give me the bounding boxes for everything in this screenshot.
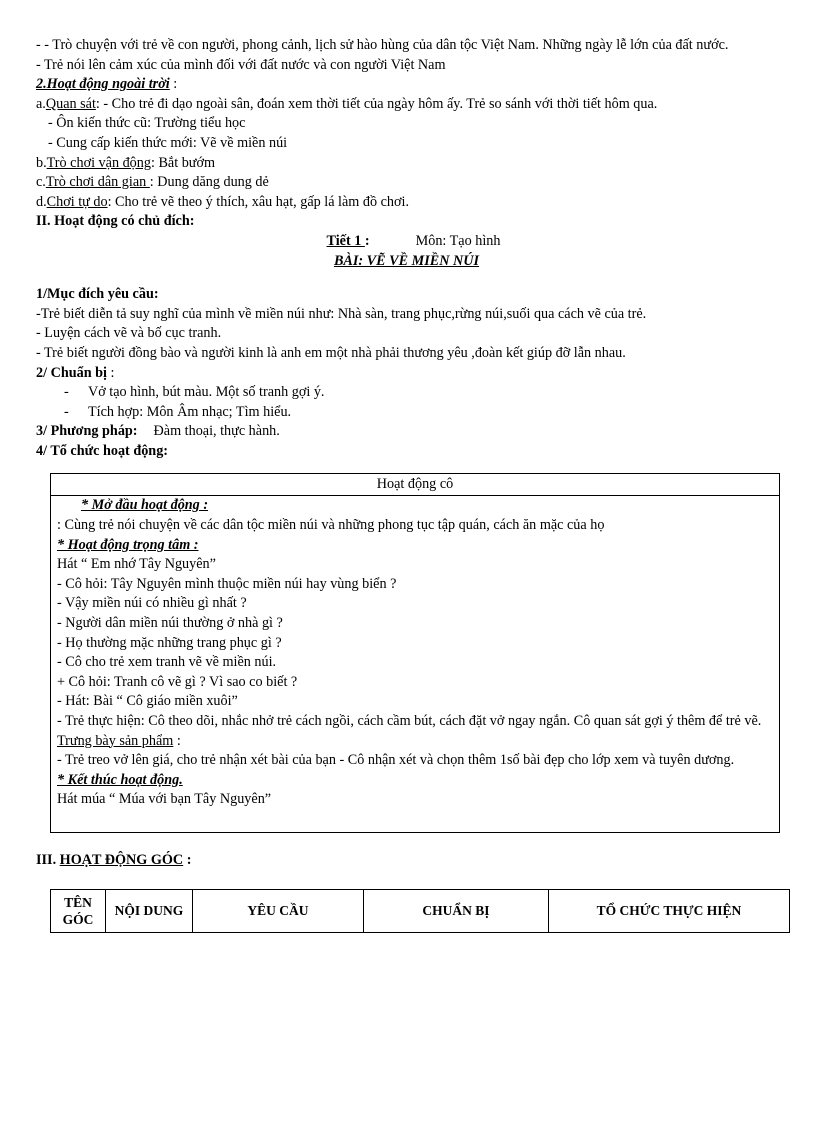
section3-suffix: : bbox=[183, 851, 192, 868]
activity-display-text: - Trẻ treo vở lên giá, cho trẻ nhận xét bài của bạn - Cô nhận xét và chọn thêm 1số bài đẹp cho lớp xem và tuyên dương. bbox=[57, 752, 735, 769]
outdoor-game-folk bbox=[36, 173, 791, 193]
activity-line: + Cô hỏi: Tranh cô vẽ gì ? Vì sao co biết ? bbox=[57, 673, 298, 690]
activity-line: - Cô cho trẻ xem tranh vẽ về miền núi. bbox=[57, 654, 277, 671]
activity-display-heading-text: Trưng bày sản phẩm bbox=[57, 732, 174, 749]
section3-prefix: III. bbox=[36, 851, 60, 868]
lesson-label: Tiết 1 bbox=[326, 232, 365, 249]
goal-1: -Trẻ biết diễn tả suy nghĩ của mình về miền núi như: Nhà sàn, trang phục,rừng núi,suối qua cách vẽ của trẻ. bbox=[36, 305, 647, 322]
method-text: Đàm thoại, thực hành. bbox=[153, 423, 280, 440]
goal-2: - Luyện cách vẽ và bố cục tranh. bbox=[36, 325, 222, 342]
activity-open-text: : Cùng trẻ nói chuyện về các dân tộc miền núi và những phong tục tập quán, cách ăn mặc của họ bbox=[57, 517, 605, 534]
outdoor-b-prefix: b. bbox=[36, 154, 47, 171]
outdoor-b-label: Trò chơi vận động bbox=[46, 154, 151, 171]
activity-display-suffix: : bbox=[173, 732, 181, 749]
activity-table-header: Hoạt động cô bbox=[51, 474, 779, 496]
activity-end-heading: * Kết thúc hoạt động. bbox=[57, 771, 183, 788]
outdoor-c-prefix: c. bbox=[36, 174, 46, 191]
outdoor-heading bbox=[36, 75, 791, 95]
outdoor-c-text: : Dung dăng dung dẻ bbox=[149, 174, 269, 191]
activity-table-body bbox=[51, 496, 779, 832]
outdoor-b-text: : Bắt bướm bbox=[150, 154, 216, 171]
outdoor-a-label: Quan sát bbox=[45, 95, 96, 112]
outdoor-heading-text: 2.Hoạt động ngoài trời bbox=[36, 76, 170, 93]
prep-heading-text: 2/ Chuẩn bị bbox=[36, 364, 107, 381]
activity-line: - Vậy miền núi có nhiều gì nhất ? bbox=[57, 595, 247, 612]
section3-heading bbox=[36, 851, 791, 871]
organize-heading: 4/ Tổ chức hoạt động: bbox=[36, 442, 169, 459]
col-organization: TỔ CHỨC THỰC HIỆN bbox=[549, 889, 790, 932]
outdoor-d-prefix: d. bbox=[36, 193, 47, 210]
lesson-colon: : bbox=[364, 232, 370, 249]
outdoor-observe bbox=[36, 95, 791, 115]
section3-heading-text: HOẠT ĐỘNG GÓC bbox=[59, 851, 184, 868]
activity-line: - Họ thường mặc những trang phục gì ? bbox=[57, 634, 282, 651]
outdoor-game-motor bbox=[36, 154, 791, 174]
outdoor-review: - Ôn kiến thức cũ: Trường tiểu học bbox=[48, 115, 246, 132]
lesson-line bbox=[36, 232, 791, 252]
activity-table bbox=[50, 473, 780, 833]
outdoor-d-text: : Cho trẻ vẽ theo ý thích, xâu hạt, gấp lá làm đồ chơi. bbox=[107, 193, 409, 210]
col-content: NỘI DUNG bbox=[106, 889, 193, 932]
lesson-subject: Môn: Tạo hình bbox=[415, 232, 501, 249]
method-heading: 3/ Phương pháp: bbox=[36, 423, 138, 440]
activity-line: - Cô hỏi: Tây Nguyên mình thuộc miền núi hay vùng biển ? bbox=[57, 575, 397, 592]
activity-line: - Trẻ thực hiện: Cô theo dõi, nhắc nhở trẻ cách ngồi, cách cầm bút, cách đặt vở ngay ngắn. Cô quan sát gợi ý thêm để trẻ vẽ. bbox=[57, 713, 762, 729]
activity-core-heading: * Hoạt động trọng tâm : bbox=[57, 536, 199, 553]
activity-display-heading bbox=[57, 732, 773, 752]
activity-line: - Người dân miền núi thường ở nhà gì ? bbox=[57, 615, 283, 632]
corner-table bbox=[50, 889, 790, 933]
activity-line: - Hát: Bài “ Cô giáo miền xuôi” bbox=[57, 693, 238, 710]
col-corner-name: TÊN GÓC bbox=[51, 889, 106, 932]
prep-item: - Vở tạo hình, bút màu. Một số tranh gợi ý. bbox=[36, 383, 791, 403]
corner-table-header-row bbox=[51, 889, 790, 932]
col-requirements: YÊU CẦU bbox=[193, 889, 364, 932]
outdoor-a-text: : - Cho trẻ đi dạo ngoài sân, đoán xem thời tiết của ngày hôm ấy. Trẻ so sánh với thời tiết hôm qua. bbox=[95, 95, 658, 112]
activity-end-text: Hát múa “ Múa với bạn Tây Nguyên” bbox=[57, 791, 272, 808]
goal-3: - Trẻ biết người đồng bào và người kinh là anh em một nhà phải thương yêu ,đoàn kết giúp đỡ lẫn nhau. bbox=[36, 344, 626, 361]
method-line bbox=[36, 422, 791, 442]
intro-line-1: - - Trò chuyện với trẻ về con người, phong cảnh, lịch sử hào hùng của dân tộc Việt Nam. Những ngày lễ lớn của đất nước. bbox=[36, 37, 729, 53]
prep-item: - Tích hợp: Môn Âm nhạc; Tìm hiểu. bbox=[36, 403, 791, 423]
outdoor-d-label: Chơi tự do bbox=[46, 193, 108, 210]
outdoor-c-label: Trò chơi dân gian bbox=[45, 174, 150, 191]
goals-heading: 1/Mục đích yêu cầu: bbox=[36, 286, 159, 303]
prep-heading bbox=[36, 364, 791, 384]
intro-line-2: - Trẻ nói lên cảm xúc của mình đối với đất nước và con người Việt Nam bbox=[36, 56, 446, 73]
lesson-title: BÀI: VẼ VỀ MIỀN NÚI bbox=[333, 252, 480, 269]
outdoor-heading-suffix: : bbox=[169, 76, 178, 93]
outdoor-free-play bbox=[36, 193, 791, 213]
section2-heading: II. Hoạt động có chủ đích: bbox=[36, 213, 195, 230]
outdoor-a-prefix: a. bbox=[36, 95, 46, 112]
document-page bbox=[36, 36, 791, 933]
activity-line: Hát “ Em nhớ Tây Nguyên” bbox=[57, 556, 216, 573]
prep-heading-suffix: : bbox=[106, 364, 115, 381]
outdoor-new: - Cung cấp kiến thức mới: Vẽ về miền núi bbox=[48, 134, 288, 151]
col-preparation: CHUẨN BỊ bbox=[364, 889, 549, 932]
activity-open-heading: * Mở đầu hoạt động : bbox=[81, 497, 209, 514]
prep-list bbox=[36, 383, 791, 422]
